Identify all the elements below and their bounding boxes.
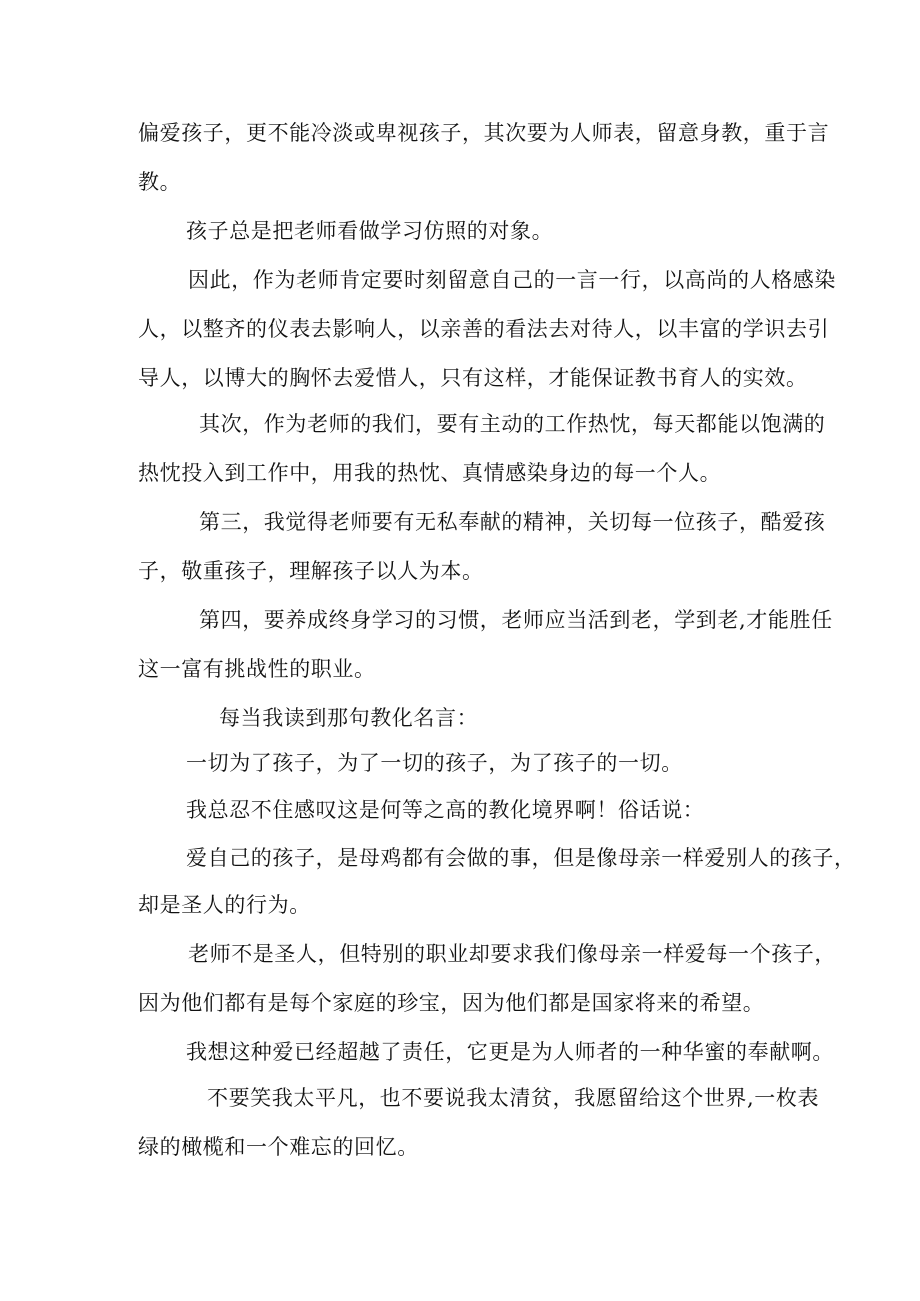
text-line: 老师不是圣人，但特别的职业却要求我们像母亲一样爱每一个孩子， (188, 942, 836, 966)
text-line: 其次，作为老师的我们，要有主动的工作热忱，每天都能以饱满的 (199, 412, 826, 436)
text-line: 却是圣人的行为。 (138, 893, 311, 917)
text-line: 绿的橄榄和一个难忘的回忆。 (138, 1135, 419, 1159)
text-line: 我总忍不住感叹这是何等之高的教化境界啊！俗话说： (186, 798, 705, 822)
text-line: 爱自己的孩子，是母鸡都有会做的事，但是像母亲一样爱别人的孩子， (186, 846, 856, 870)
text-line: 因此，作为老师肯定要时刻留意自己的一言一行，以高尚的人格感染 (188, 268, 836, 292)
text-line: 子，敬重孩子，理解孩子以人为本。 (138, 559, 484, 583)
text-line: 偏爱孩子，更不能冷淡或卑视孩子，其次要为人师表，留意身教，重于言 (138, 121, 830, 145)
text-line: 导人，以博大的胸怀去爱惜人，只有这样，才能保证教书育人的实效。 (138, 366, 808, 390)
text-line: 不要笑我太平凡，也不要说我太清贫，我愿留给这个世界,一枚表 (207, 1086, 820, 1110)
text-line: 每当我读到那句教化名言： (219, 706, 479, 730)
text-line: 热忱投入到工作中，用我的热忱、真情感染身边的每一个人。 (138, 461, 722, 485)
text-line: 教。 (138, 170, 182, 194)
text-line: 孩子总是把老师看做学习仿照的对象。 (186, 219, 554, 243)
text-line: 我想这种爱已经超越了责任，它更是为人师者的一种华蜜的奉献啊。 (186, 1040, 834, 1064)
text-line: 第三，我觉得老师要有无私奉献的精神，关切每一位孩子，酷爱孩 (199, 510, 826, 534)
text-line: 一切为了孩子，为了一切的孩子，为了孩子的一切。 (186, 751, 683, 775)
text-line: 人，以整齐的仪表去影响人，以亲善的看法去对待人，以丰富的学识去引 (138, 317, 830, 341)
text-line: 因为他们都有是每个家庭的珍宝，因为他们都是国家将来的希望。 (138, 991, 765, 1015)
text-line: 这一富有挑战性的职业。 (138, 657, 376, 681)
text-line: 第四，要养成终身学习的习惯，老师应当活到老，学到老,才能胜任 (199, 608, 833, 632)
